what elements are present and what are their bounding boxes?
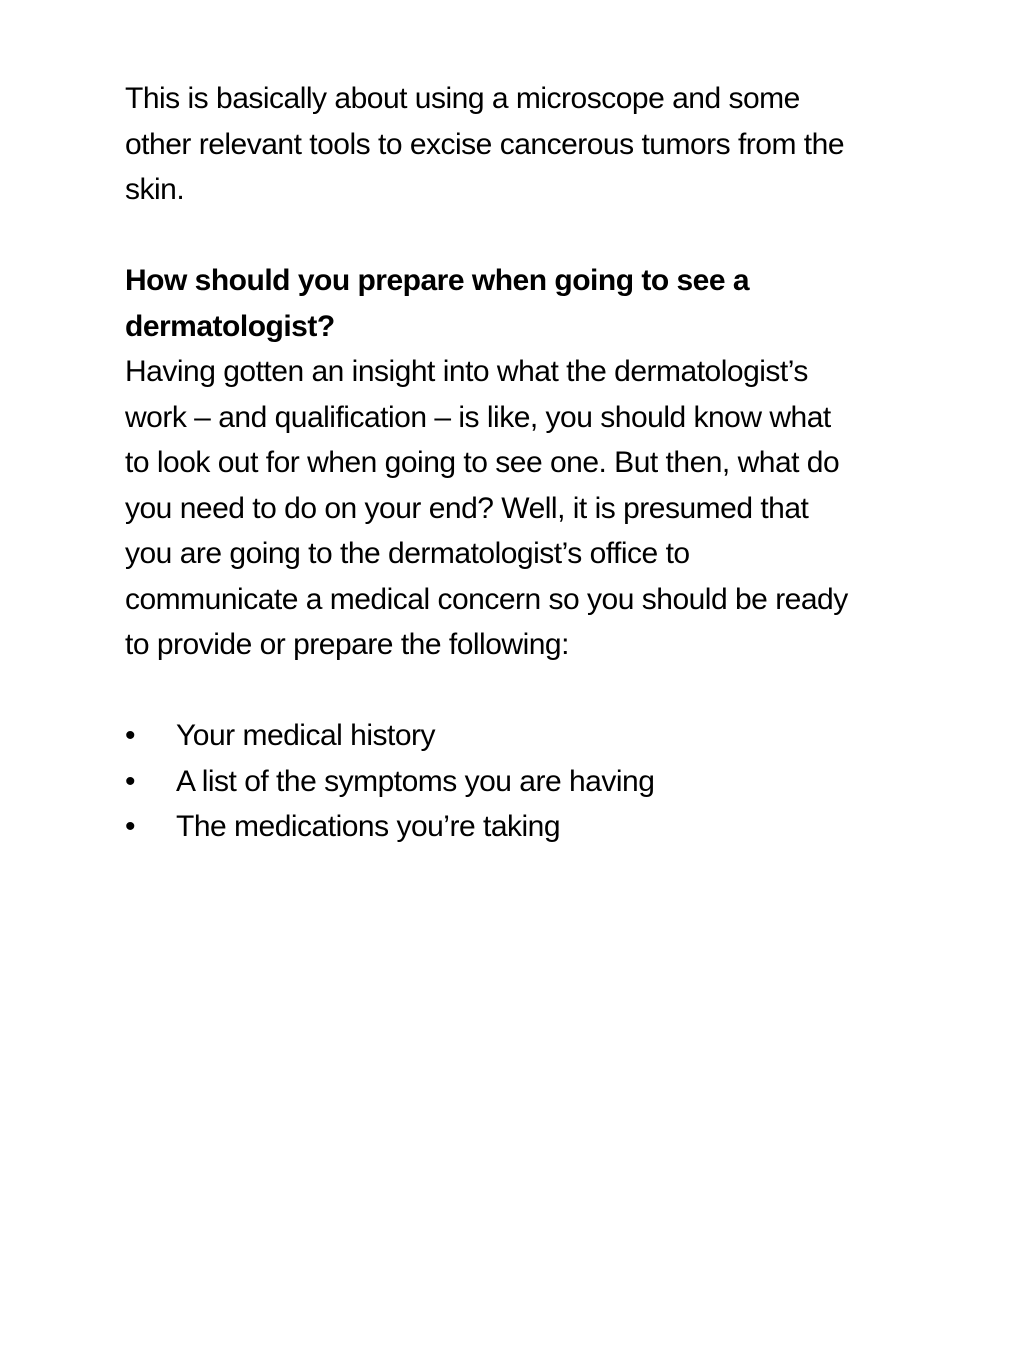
list-item-text: Your medical history (176, 719, 436, 752)
paragraph-spacer (125, 213, 855, 259)
section-heading: How should you prepare when going to see a dermatologist? (125, 264, 750, 343)
intro-paragraph: This is basically about using a microscope and some other relevant tools to excise cancerous tumors from the skin. (125, 82, 845, 206)
bullet-icon: • (125, 764, 136, 798)
body-paragraph: Having gotten an insight into what the dermatologist’s work – and qualification – is like, you should know what to look out for when going to see one. But then, what do you need to do on your end? Well, it is presumed that you are going to the dermatologist’s office to communicate a medical concern so you should be ready to provide or prepare the following: (125, 355, 848, 661)
list-item-text: The medications you’re taking (176, 810, 561, 843)
bullet-icon: • (125, 719, 136, 752)
paragraph-spacer (125, 668, 855, 714)
preparation-list (125, 713, 855, 850)
list-item-text: A list of the symptoms you are having (176, 764, 655, 798)
list-item (125, 713, 855, 759)
list-item (125, 759, 855, 805)
document-page (125, 76, 855, 850)
bullet-icon: • (125, 810, 136, 843)
list-item (125, 804, 855, 850)
